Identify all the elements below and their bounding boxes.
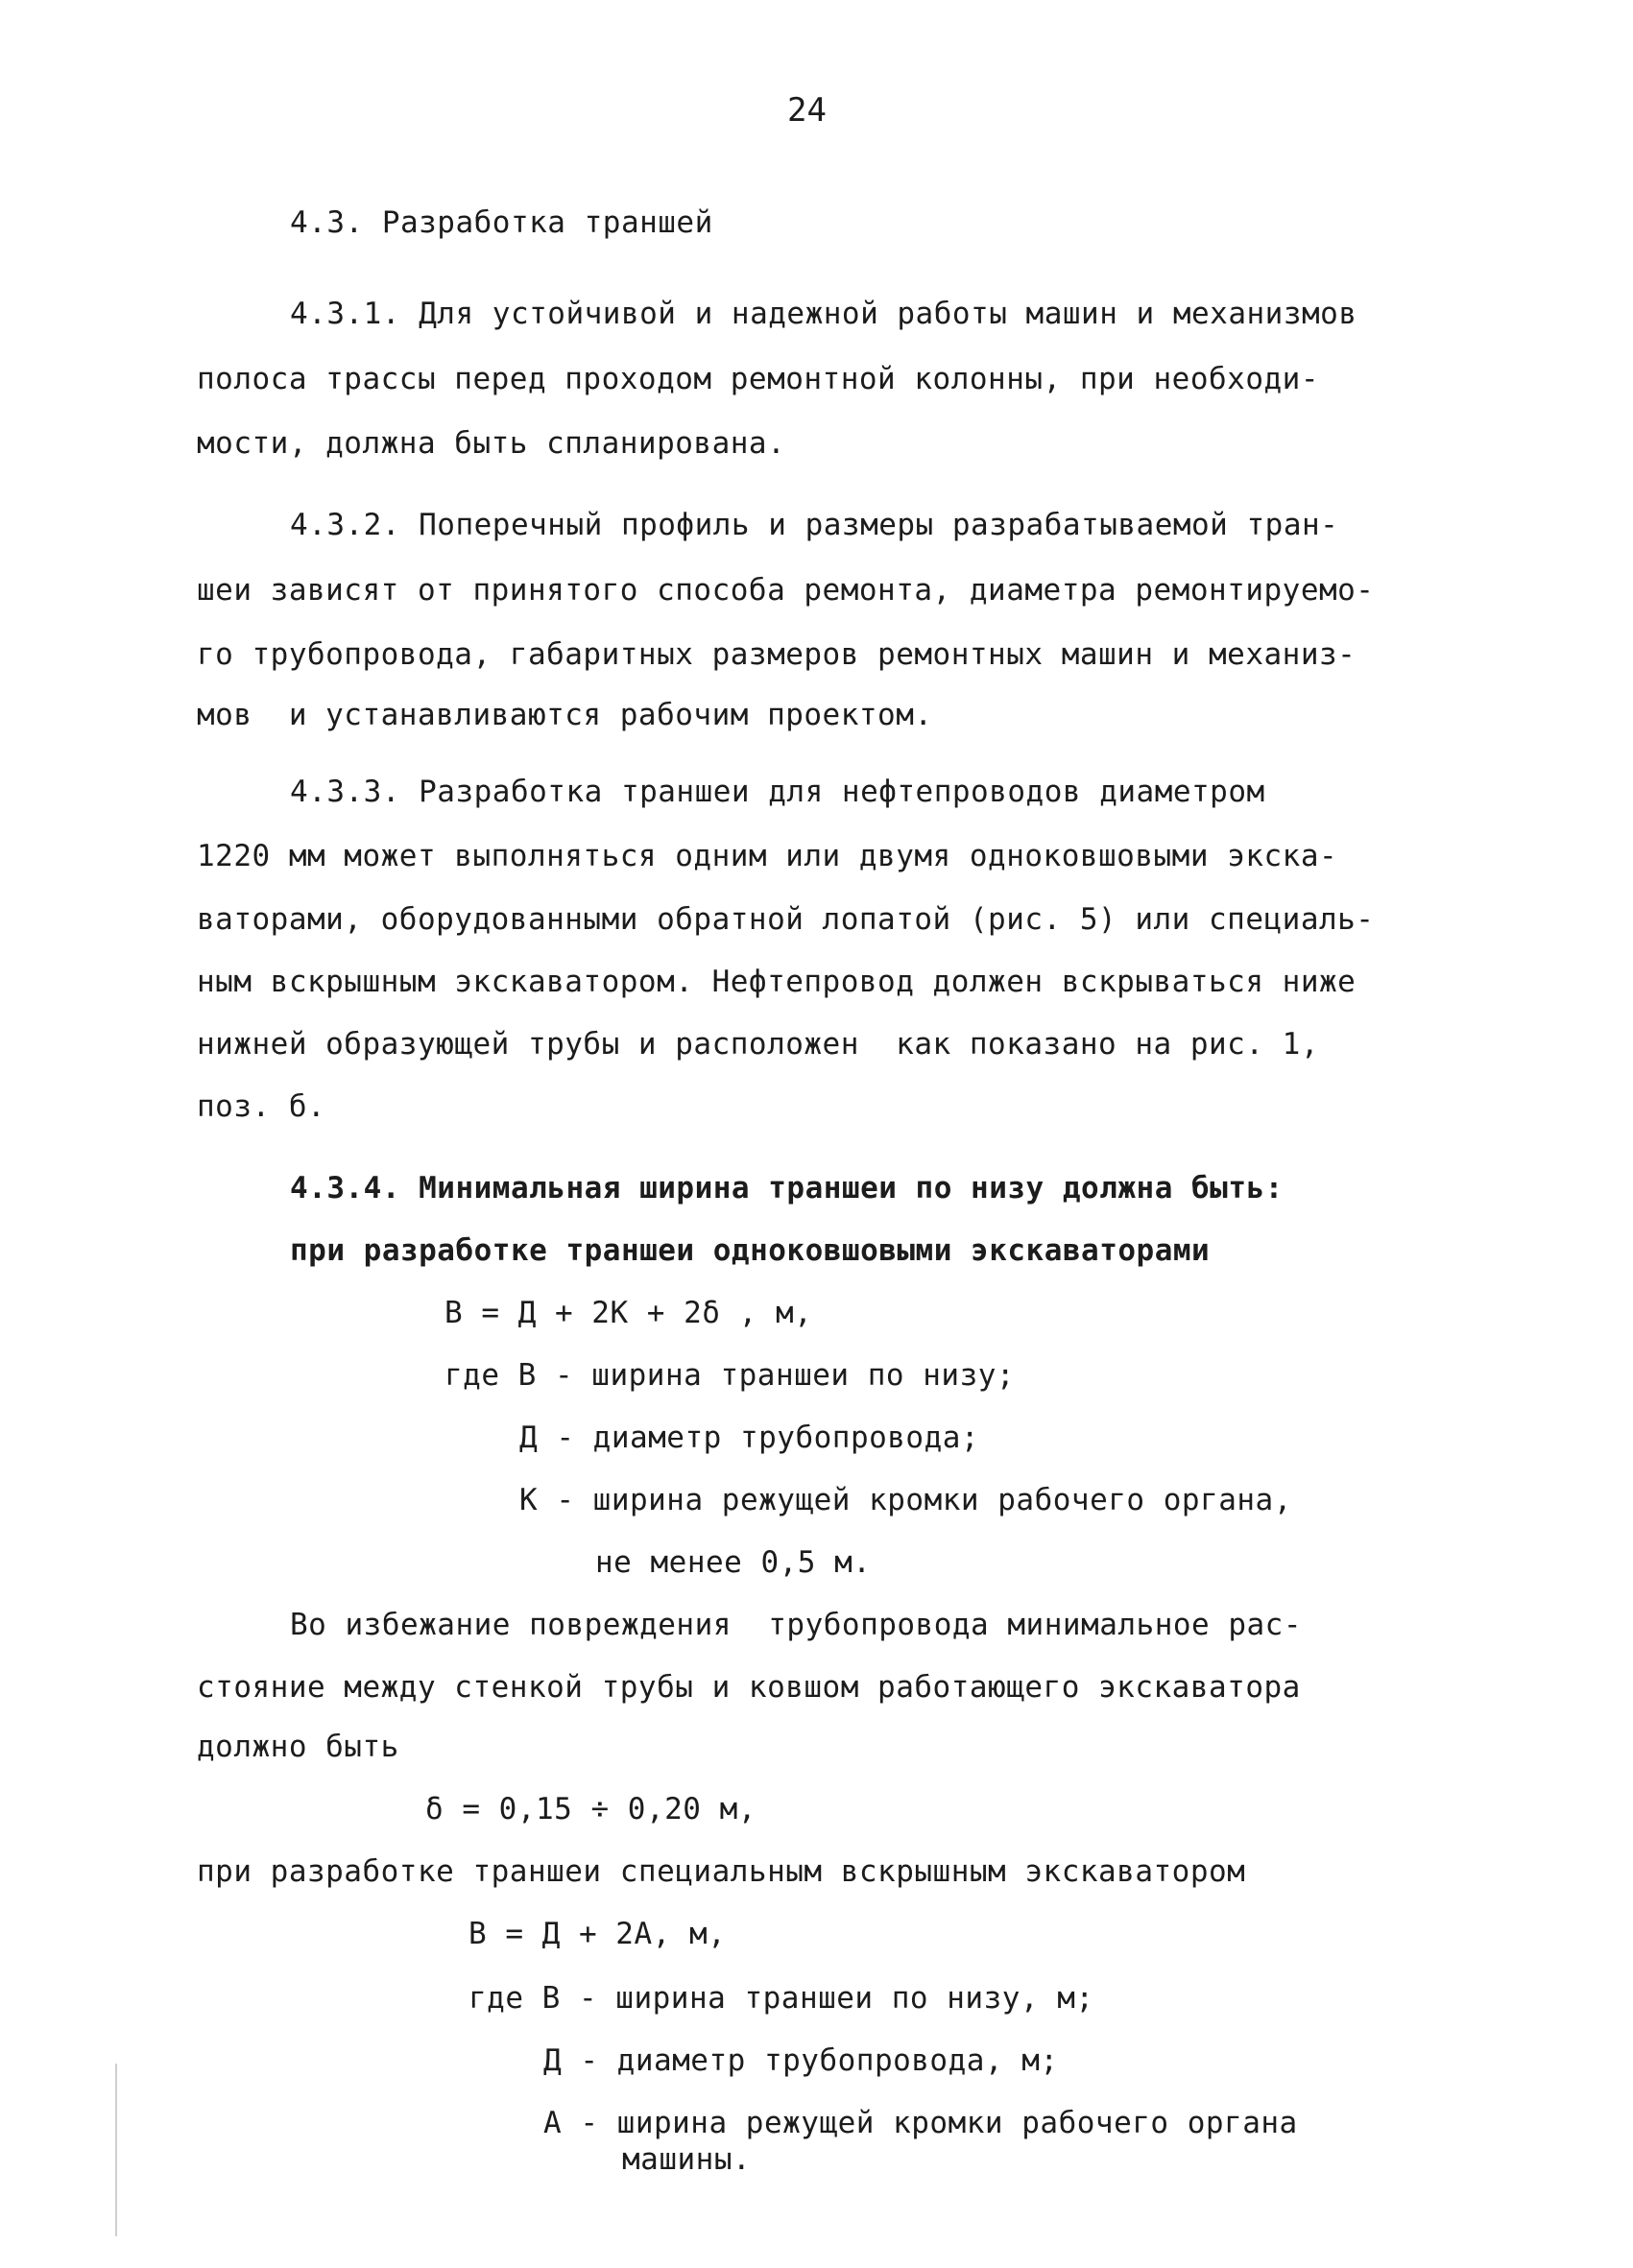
where-line: К - ширина режущей кромки рабочего органа, [519,1483,1292,1517]
paragraph-4-3-3-line: 1220 мм может выполняться одним или двумя одноковшовыми экска- [197,839,1338,873]
paragraph-avoidance-line: должно быть [197,1730,399,1764]
paragraph-special-excavator: при разработке траншеи специальным вскрышным экскаватором [197,1854,1246,1889]
where-line: Д - диаметр трубопровода; [519,1420,980,1455]
paragraph-4-3-1-line: 4.3.1. Для устойчивой и надежной работы машин и механизмов [290,297,1357,331]
paragraph-4-3-3-line: ным вскрышным экскаватором. Нефтепровод должен вскрываться ниже [197,965,1357,999]
paragraph-avoidance-line: стояние между стенкой трубы и ковшом работающего экскаватора [197,1670,1301,1705]
page-number: 24 [787,91,827,130]
where-line: не менее 0,5 м. [595,1545,872,1580]
paragraph-4-3-1-line: мости, должна быть спланирована. [197,426,786,461]
paragraph-4-3-3-line: ваторами, оборудованными обратной лопатой (рис. 5) или специаль- [197,902,1375,937]
section-heading: 4.3. Разработка траншей [290,205,713,240]
paragraph-4-3-2-line: мов и устанавливаются рабочим проектом. [197,698,933,732]
paragraph-4-3-3-line: нижней образующей трубы и расположен как показано на рис. 1, [197,1027,1319,1062]
paragraph-4-3-1-line: полоса трассы перед проходом ремонтной колонны, при необходи- [197,362,1319,396]
formula-trench-width-special: В = Д + 2А, м, [468,1917,727,1951]
formula-trench-width-bucket: В = Д + 2К + 2δ , м, [444,1296,813,1330]
formula-delta: δ = 0,15 ÷ 0,20 м, [425,1792,756,1826]
where-line: Д - диаметр трубопровода, м; [543,2043,1059,2078]
where-line: где В - ширина траншеи по низу, м; [468,1981,1094,2016]
where-line: машины. [622,2142,752,2177]
paragraph-4-3-3-line: поз. б. [197,1089,326,1124]
paragraph-4-3-2-line: го трубопровода, габаритных размеров ремонтных машин и механиз- [197,637,1357,672]
where-line: где В - ширина траншеи по низу; [444,1358,1016,1393]
paragraph-4-3-2-line: 4.3.2. Поперечный профиль и размеры разрабатываемой тран- [290,508,1339,542]
paragraph-4-3-4-line: 4.3.4. Минимальная ширина траншеи по низу должна быть: [290,1171,1284,1206]
paragraph-avoidance-line: Во избежание повреждения трубопровода минимальное рас- [290,1608,1302,1642]
paragraph-4-3-4-line: при разработке траншеи одноковшовыми экскаваторами [290,1233,1211,1268]
scan-edge-mark [115,2064,117,2236]
where-line: А - ширина режущей кромки рабочего органа [543,2106,1298,2140]
paragraph-4-3-2-line: шеи зависят от принятого способа ремонта, диаметра ремонтируемо- [197,573,1375,608]
paragraph-4-3-3-line: 4.3.3. Разработка траншеи для нефтепроводов диаметром [290,775,1265,809]
